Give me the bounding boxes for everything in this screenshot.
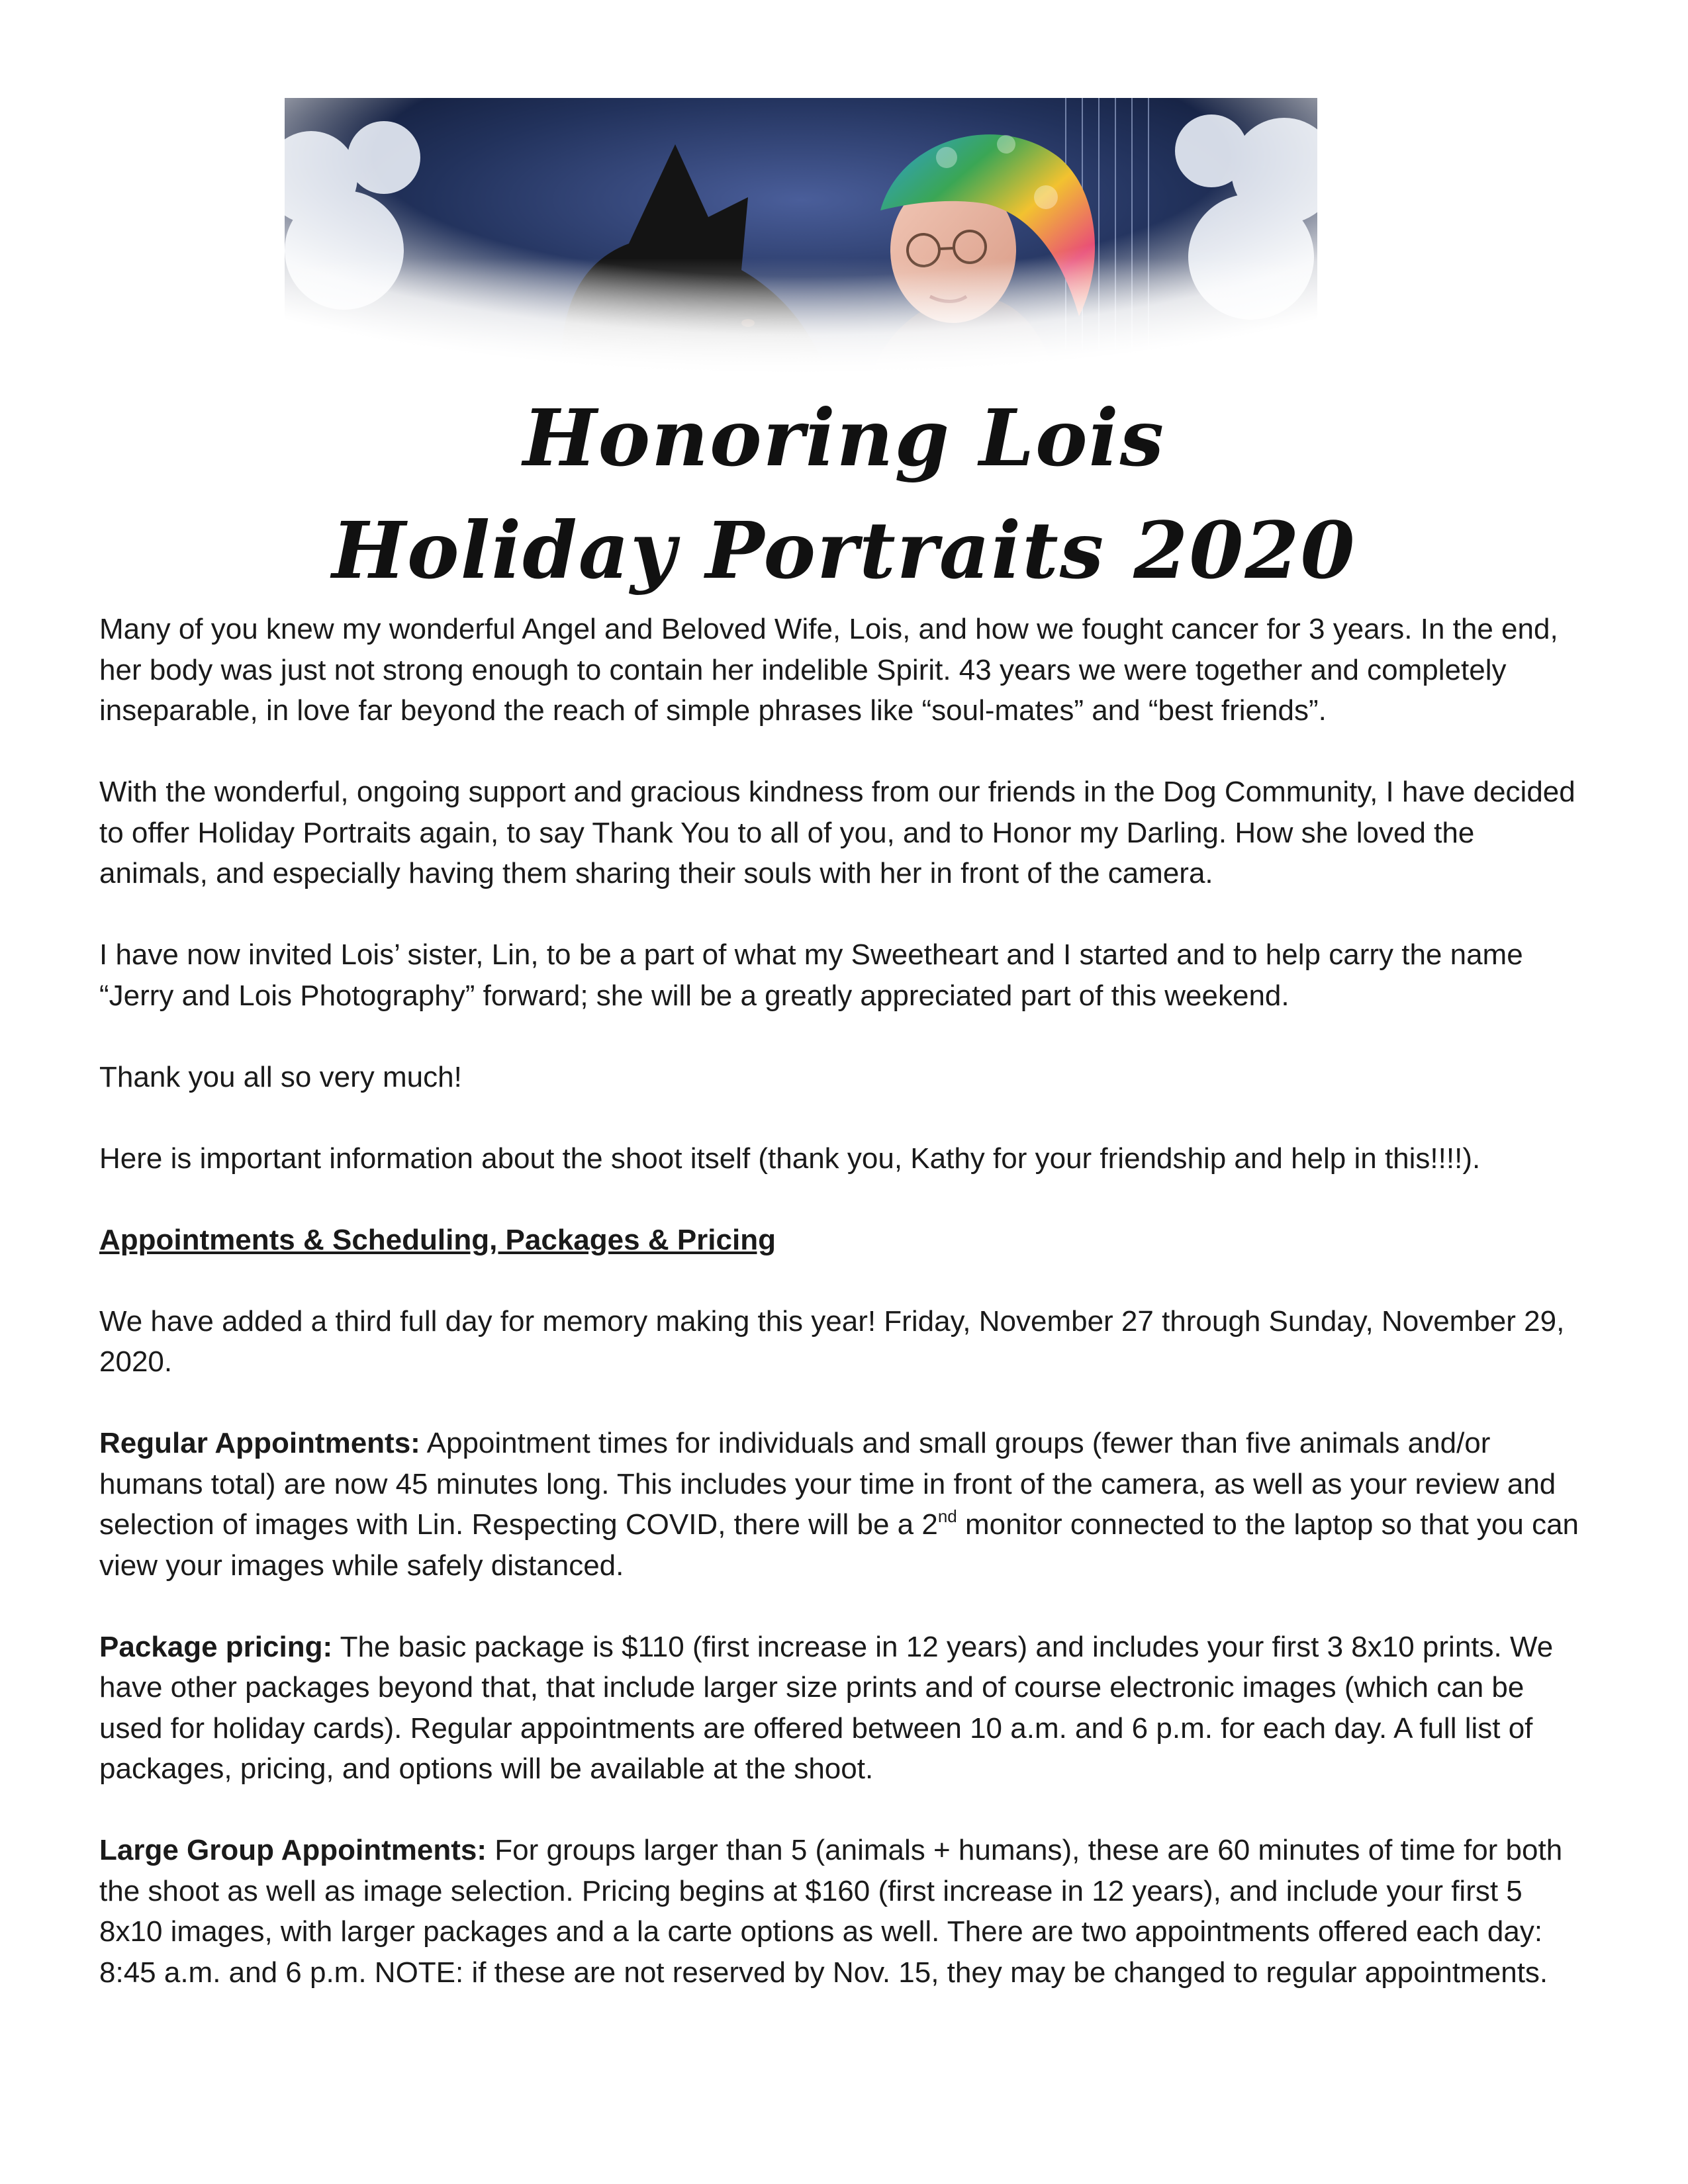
paragraph-thanks: Thank you all so very much! — [99, 1060, 462, 1093]
paragraph-regular-appointments — [99, 1423, 1589, 1586]
title-line-1: Honoring Lois — [523, 392, 1165, 484]
regular-appointments-text-end: monitor connected to the laptop so that you can view your images while safely distanced. — [99, 1508, 1579, 1582]
paragraph-large-group — [99, 1830, 1589, 1993]
title-line-2: Holiday Portraits 2020 — [332, 504, 1356, 596]
paragraph-intro: Many of you knew my wonderful Angel and Beloved Wife, Lois, and how we fought cancer for 3 years. In the end, her body was just not strong enough to contain her indelible Spirit. 43 years we were together and completely inseparable, in love far beyond the reach of simple phrases like “soul-mates” and “best friends”. — [99, 613, 1558, 727]
large-group-lead: Large Group Appointments: — [99, 1834, 487, 1866]
ordinal-superscript: nd — [937, 1506, 957, 1526]
paragraph-info: Here is important information about the shoot itself (thank you, Kathy for your friendship and help in this!!!!). — [99, 1142, 1481, 1175]
section-heading: Appointments & Scheduling, Packages & Pricing — [99, 1223, 776, 1256]
header-photo — [285, 98, 1317, 389]
paragraph-lin: I have now invited Lois’ sister, Lin, to be a part of what my Sweetheart and I started and to help carry the name “Jerry and Lois Photography” forward; she will be a greatly appreciated part of this weekend. — [99, 938, 1523, 1012]
paragraph-package-pricing — [99, 1627, 1589, 1790]
paragraph-support: With the wonderful, ongoing support and gracious kindness from our friends in the Dog Community, I have decided to offer Holiday Portraits again, to say Thank You to all of you, and to Honor my Darling. How she loved the animals, and especially having them sharing their souls with her in front of the camera. — [99, 776, 1575, 889]
regular-appointments-text: Appointment times for individuals and small groups (fewer than five animals and/or humans total) are now 45 minutes long. This includes your time in front of the camera, as well as your review and selection of images with Lin. Respecting COVID, there will be a 2 — [99, 1427, 1556, 1541]
package-pricing-text: The basic package is $110 (first increase in 12 years) and includes your first 3 8x10 prints. We have other packages beyond that, that include larger size prints and of course electronic images (which can be used for holiday cards). Regular appointments are offered between 10 a.m. and 6 p.m. for each day. A full list of packages, pricing, and options will be available at the shoot. — [99, 1630, 1554, 1785]
photo-dog-and-woman — [285, 98, 1317, 389]
paragraph-dates: We have added a third full day for memory making this year! Friday, November 27 through Sunday, November 29, 2020. — [99, 1304, 1565, 1378]
letter-body — [99, 609, 1589, 2034]
package-pricing-lead: Package pricing: — [99, 1630, 333, 1663]
regular-appointments-lead: Regular Appointments: — [99, 1427, 420, 1459]
large-group-text: For groups larger than 5 (animals + humans), these are 60 minutes of time for both the shoot as well as image selection. Pricing begins at $160 (first increase in 12 years), and include your first 5 8x10 images, with larger packages and a la carte options as well. There are two appointments offered each day: 8:45 a.m. and 6 p.m. NOTE: if these are not reserved by Nov. 15, they may be changed to regular appointments. — [99, 1834, 1563, 1989]
